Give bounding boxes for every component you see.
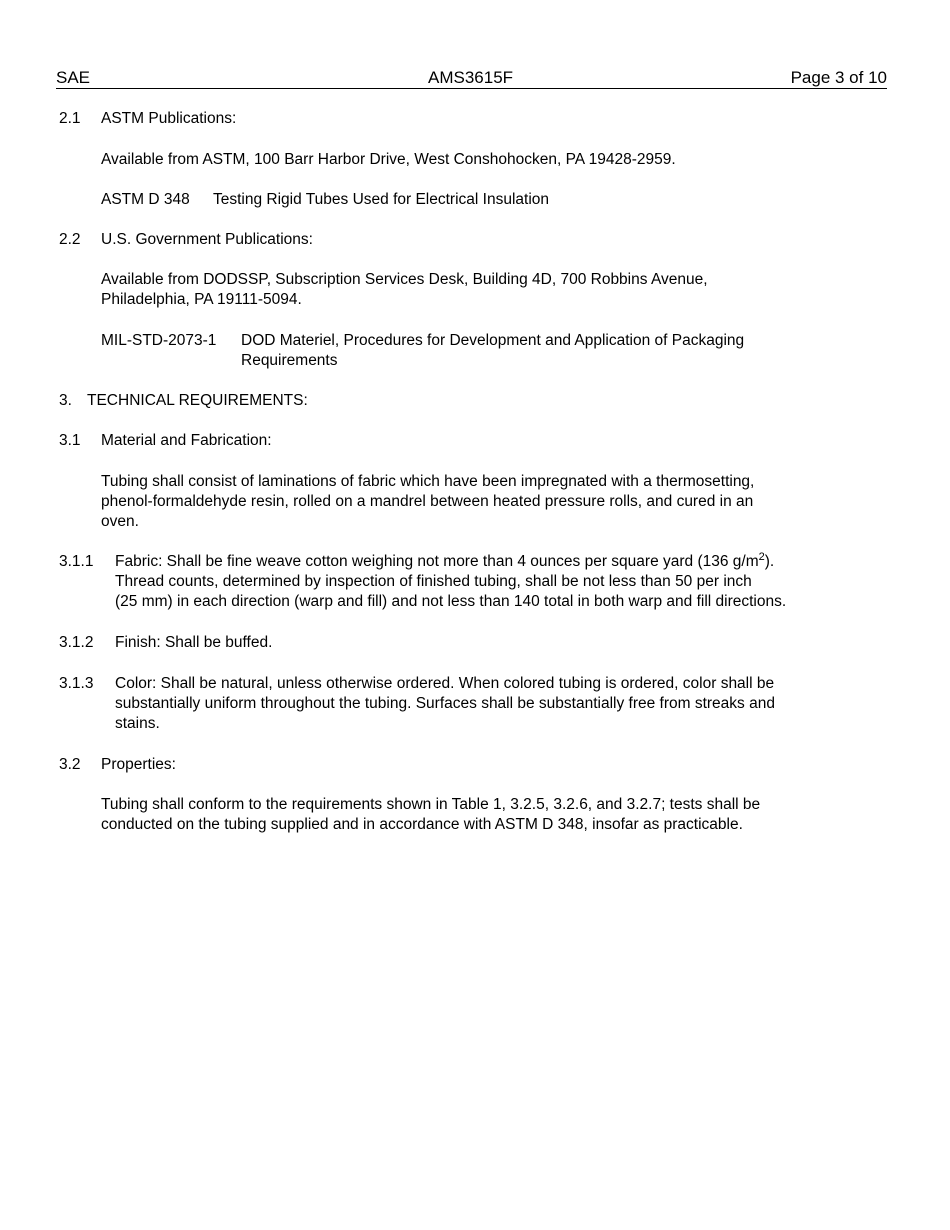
section-3-2-number: 3.2 xyxy=(59,756,81,773)
section-3-1-2-number: 3.1.2 xyxy=(59,634,94,651)
paragraph-line: Color: Shall be natural, unless otherwise ordered. When colored tubing is ordered, color shall be xyxy=(115,675,775,692)
section-2-2-number: 2.2 xyxy=(59,231,81,248)
section-3-1-body xyxy=(101,472,754,532)
paragraph-line: (25 mm) in each direction (warp and fill) and not less than 140 total in both warp and fill directions. xyxy=(115,593,787,610)
section-2-1-availability: Available from ASTM, 100 Barr Harbor Drive, West Conshohocken, PA 19428-2959. xyxy=(101,151,676,168)
section-3-1-1-body xyxy=(115,552,786,612)
paragraph-line xyxy=(115,552,786,572)
paragraph-line: conducted on the tubing supplied and in accordance with ASTM D 348, insofar as practicable. xyxy=(101,816,743,833)
paragraph-line: stains. xyxy=(115,715,160,732)
reference-title-line: DOD Materiel, Procedures for Development and Application of Packaging xyxy=(241,332,745,349)
availability-line: Philadelphia, PA 19111-5094. xyxy=(101,291,302,308)
paragraph-line: Thread counts, determined by inspection of finished tubing, shall be not less than 50 per inch xyxy=(115,573,752,590)
header-org: SAE xyxy=(56,68,91,87)
reference-id: MIL-STD-2073-1 xyxy=(101,332,217,349)
reference-title xyxy=(241,331,744,371)
reference-title-line: Requirements xyxy=(241,352,338,369)
section-3-1-3-number: 3.1.3 xyxy=(59,675,94,692)
section-3-number: 3. xyxy=(59,392,72,409)
section-2-2-availability xyxy=(101,270,708,310)
section-3-1-2-text: Finish: Shall be buffed. xyxy=(115,634,273,651)
paragraph-line: Tubing shall consist of laminations of fabric which have been impregnated with a thermosetting, xyxy=(101,473,755,490)
paragraph-line: substantially uniform throughout the tubing. Surfaces shall be substantially free from streaks and xyxy=(115,695,775,712)
section-3-2-body xyxy=(101,795,760,835)
section-2-1-number: 2.1 xyxy=(59,110,81,127)
section-3-1-number: 3.1 xyxy=(59,432,81,449)
section-3-1-title: Material and Fabrication: xyxy=(101,432,272,449)
superscript: 2 xyxy=(758,551,765,563)
page-header xyxy=(56,67,887,89)
reference-title: Testing Rigid Tubes Used for Electrical Insulation xyxy=(213,191,549,208)
paragraph-line: oven. xyxy=(101,513,139,530)
reference-id: ASTM D 348 xyxy=(101,191,190,208)
fabric-text-end: ). xyxy=(764,553,775,570)
section-3-1-1-number: 3.1.1 xyxy=(59,553,94,570)
section-3-1-3-body xyxy=(115,674,775,734)
header-doc-id: AMS3615F xyxy=(428,68,514,87)
section-2-1-title: ASTM Publications: xyxy=(101,110,237,127)
section-3-title: TECHNICAL REQUIREMENTS: xyxy=(87,392,308,409)
header-page-number: Page 3 of 10 xyxy=(790,68,887,87)
section-3-2-title: Properties: xyxy=(101,756,176,773)
section-2-2-title: U.S. Government Publications: xyxy=(101,231,313,248)
paragraph-line: phenol-formaldehyde resin, rolled on a mandrel between heated pressure rolls, and cured in an xyxy=(101,493,754,510)
availability-line: Available from DODSSP, Subscription Services Desk, Building 4D, 700 Robbins Avenue, xyxy=(101,271,708,288)
paragraph-line: Tubing shall conform to the requirements shown in Table 1, 3.2.5, 3.2.6, and 3.2.7; tests shall be xyxy=(101,796,761,813)
fabric-text: Fabric: Shall be fine weave cotton weighing not more than 4 ounces per square yard (136 g/m xyxy=(115,553,759,570)
